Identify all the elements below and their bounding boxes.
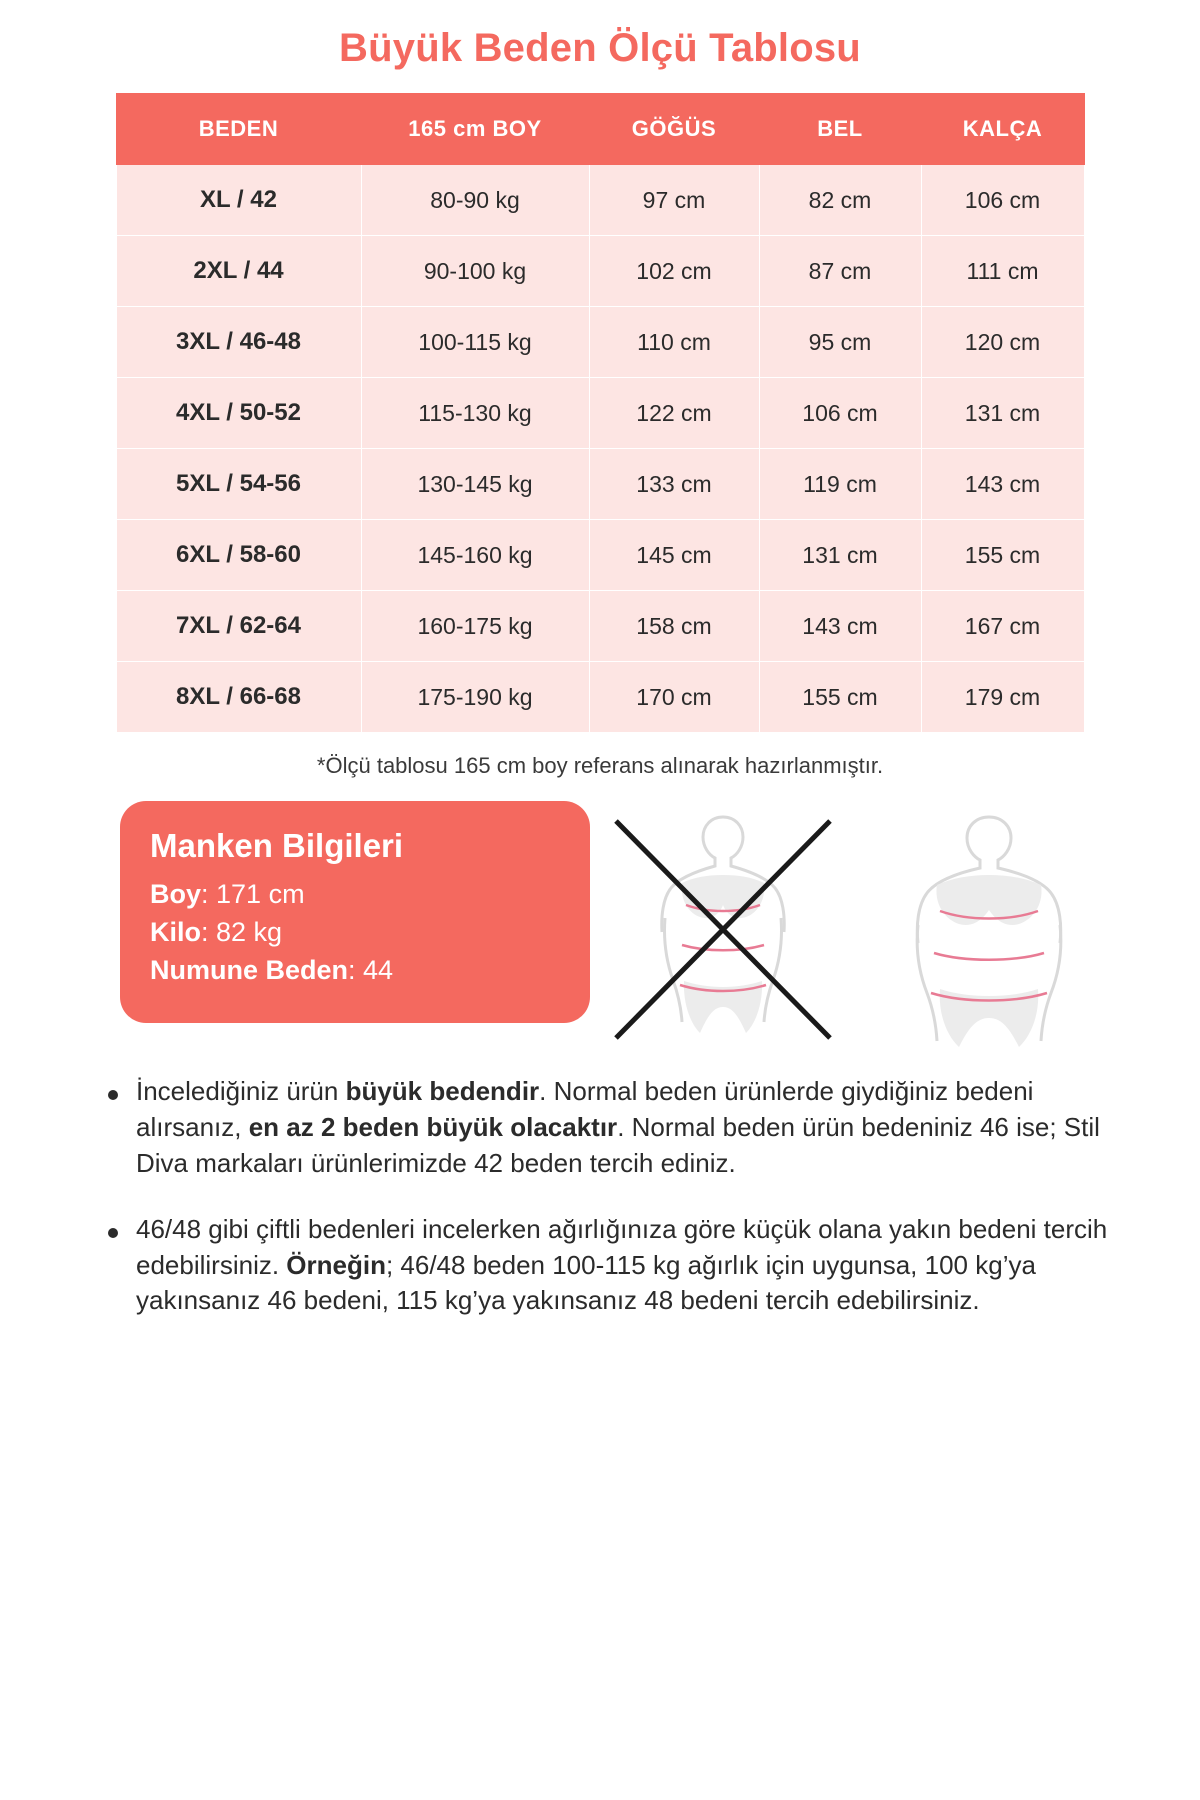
note-text-segment: . Normal beden ürünlerde giydiğiniz bedeni alırsanız, xyxy=(136,1076,1034,1142)
cell-size-label: 7XL / 62-64 xyxy=(116,591,361,662)
size-table xyxy=(116,93,1085,733)
model-info-section xyxy=(78,801,1122,1048)
note-text xyxy=(136,1074,1112,1182)
cell-value: 100-115 kg xyxy=(361,307,589,378)
plus-size-body-figure xyxy=(874,813,1104,1048)
cell-value: 97 cm xyxy=(589,165,759,236)
notes-list xyxy=(78,1074,1122,1319)
cell-value: 131 cm xyxy=(921,378,1084,449)
cell-value: 143 cm xyxy=(921,449,1084,520)
cell-value: 115-130 kg xyxy=(361,378,589,449)
cell-size-label: 2XL / 44 xyxy=(116,236,361,307)
cell-size-label: 3XL / 46-48 xyxy=(116,307,361,378)
page-title: Büyük Beden Ölçü Tablosu xyxy=(339,26,861,70)
cell-size-label: 5XL / 54-56 xyxy=(116,449,361,520)
cell-value: 82 cm xyxy=(759,165,921,236)
note-text-segment: . Normal beden ürün bedeniniz 46 ise; Stil Diva markaları ürünlerimizde 42 beden tercih ediniz. xyxy=(136,1111,1100,1178)
model-height xyxy=(150,879,560,910)
cell-value: 95 cm xyxy=(759,307,921,378)
cell-value: 110 cm xyxy=(589,307,759,378)
note-text-segment: İncelediğiniz ürün xyxy=(136,1076,346,1106)
note-text-emphasis: büyük bedendir xyxy=(345,1076,540,1106)
model-height-label: Boy xyxy=(150,879,202,909)
model-weight xyxy=(150,917,560,948)
note-text-emphasis: en az 2 beden büyük olacaktır xyxy=(248,1111,618,1142)
table-row xyxy=(116,591,1084,662)
slim-body-figure-crossed-out xyxy=(608,813,838,1048)
cell-value: 122 cm xyxy=(589,378,759,449)
model-weight-label: Kilo xyxy=(150,917,201,947)
model-info-card xyxy=(120,801,590,1023)
table-row xyxy=(116,378,1084,449)
cell-value: 155 cm xyxy=(921,520,1084,591)
cell-size-label: 6XL / 58-60 xyxy=(116,520,361,591)
body-figures xyxy=(590,801,1122,1048)
cell-value: 143 cm xyxy=(759,591,921,662)
column-header-boy: 165 cm BOY xyxy=(361,94,589,165)
table-row xyxy=(116,236,1084,307)
cell-size-label: 4XL / 50-52 xyxy=(116,378,361,449)
cell-value: 106 cm xyxy=(759,378,921,449)
model-weight-value: : 82 kg xyxy=(201,917,283,947)
cell-value: 170 cm xyxy=(589,662,759,733)
column-header-gogus: GÖĞÜS xyxy=(589,94,759,165)
bullet-dot-icon xyxy=(108,1090,118,1100)
cell-value: 175-190 kg xyxy=(361,662,589,733)
bullet-dot-icon xyxy=(108,1228,118,1238)
note-item xyxy=(108,1212,1112,1320)
plus-size-body-illustration-icon xyxy=(874,813,1104,1048)
cell-value: 130-145 kg xyxy=(361,449,589,520)
cell-value: 131 cm xyxy=(759,520,921,591)
column-header-kalca: KALÇA xyxy=(921,94,1084,165)
note-text-segment: 46/48 gibi çiftli bedenleri incelerken ağırlığınıza göre küçük olana yakın bedeni tercih edebilirsiniz. xyxy=(136,1213,1108,1280)
model-sample-size xyxy=(150,955,560,986)
cell-value: 90-100 kg xyxy=(361,236,589,307)
cell-value: 119 cm xyxy=(759,449,921,520)
table-header-row xyxy=(116,94,1084,165)
note-item xyxy=(108,1074,1112,1182)
cell-value: 133 cm xyxy=(589,449,759,520)
column-header-beden: BEDEN xyxy=(116,94,361,165)
note-text-segment: ; 46/48 beden 100-115 kg ağırlık için uygunsa, 100 kg’ya yakınsanız 46 bedeni, 115 kg’ya yakınsanız 48 bedeni tercih edebilirsiniz. xyxy=(136,1249,1036,1316)
table-row xyxy=(116,662,1084,733)
cell-value: 111 cm xyxy=(921,236,1084,307)
cell-value: 167 cm xyxy=(921,591,1084,662)
cell-value: 87 cm xyxy=(759,236,921,307)
cell-value: 145-160 kg xyxy=(361,520,589,591)
slim-body-illustration-icon xyxy=(608,813,838,1048)
cell-value: 102 cm xyxy=(589,236,759,307)
cell-value: 106 cm xyxy=(921,165,1084,236)
model-sample-size-label: Numune Beden xyxy=(150,955,349,985)
model-sample-size-value: : 44 xyxy=(348,955,394,985)
model-height-value: : 171 cm xyxy=(201,879,305,909)
cell-value: 155 cm xyxy=(759,662,921,733)
column-header-bel: BEL xyxy=(759,94,921,165)
cell-value: 158 cm xyxy=(589,591,759,662)
cell-size-label: 8XL / 66-68 xyxy=(116,662,361,733)
cell-value: 120 cm xyxy=(921,307,1084,378)
note-text-emphasis: Örneğin xyxy=(286,1249,386,1280)
cell-value: 80-90 kg xyxy=(361,165,589,236)
cell-size-label: XL / 42 xyxy=(116,165,361,236)
table-row xyxy=(116,165,1084,236)
table-row xyxy=(116,307,1084,378)
cell-value: 179 cm xyxy=(921,662,1084,733)
table-footnote: *Ölçü tablosu 165 cm boy referans alınarak hazırlanmıştır. xyxy=(316,753,884,778)
table-row xyxy=(116,449,1084,520)
table-row xyxy=(116,520,1084,591)
cell-value: 160-175 kg xyxy=(361,591,589,662)
cell-value: 145 cm xyxy=(589,520,759,591)
note-text xyxy=(136,1212,1112,1320)
model-info-heading: Manken Bilgileri xyxy=(150,827,404,864)
